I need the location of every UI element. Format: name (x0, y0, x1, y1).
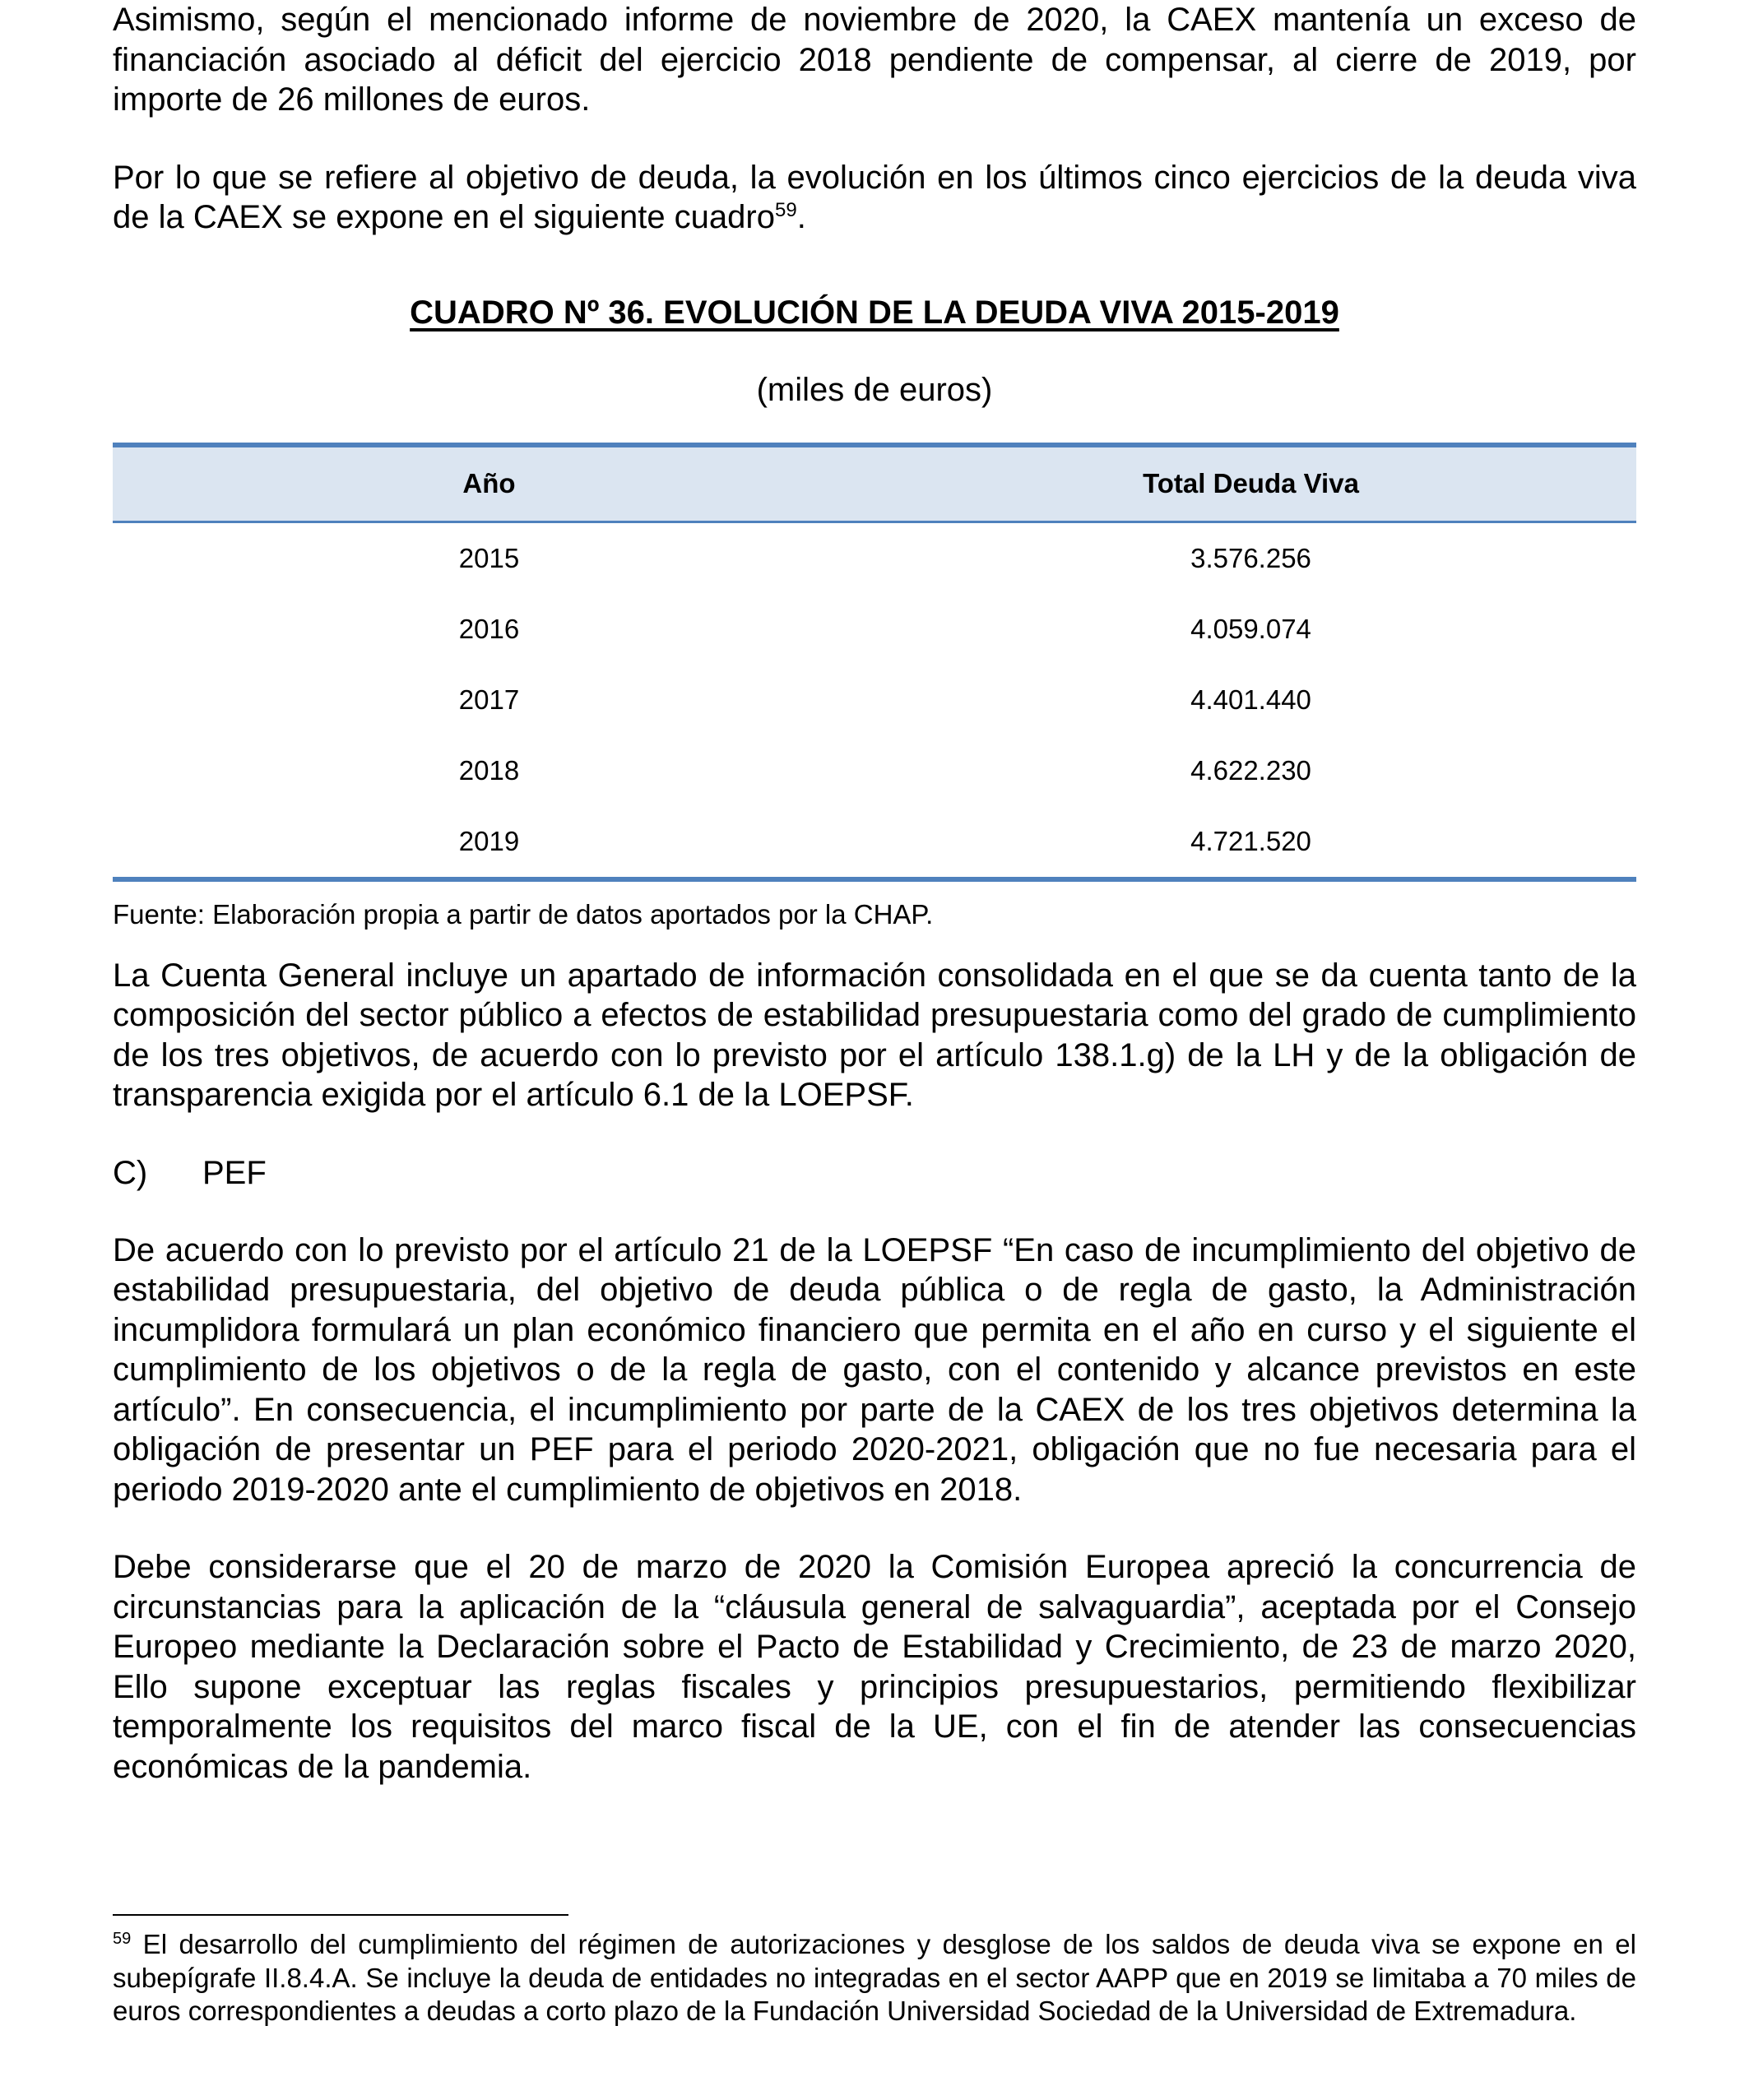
document-body (113, 0, 1636, 1787)
cell-year: 2016 (458, 613, 520, 644)
paragraph-debt-objective (113, 158, 1636, 238)
cell-total-debt: 4.059.074 (1190, 613, 1311, 644)
table-header-row (113, 445, 1636, 522)
cell-total-debt: 4.721.520 (865, 806, 1636, 879)
paragraph-loepsf-article-21: De acuerdo con lo previsto por el artículo 21 de la LOEPSF “En caso de incumplimiento del objetivo de estabilidad presupuestaria, del objetivo de deuda pública o de regla de gasto, la Administración incumplidora formulará un plan económico financiero que permita en el año en curso y el siguiente el cumplimiento de los objetivos o de la regla de gasto, con el contenido y alcance previstos en este artículo”. En consecuencia, el incumplimiento por parte de la CAEX de los tres objetivos determina la obligación de presentar un PEF para el periodo 2020-2021, obligación que no fue necesaria para el periodo 2019-2020 ante el cumplimiento de objetivos en 2018. (113, 1231, 1636, 1508)
table-row (113, 522, 1636, 594)
cell-year: 2018 (458, 754, 520, 786)
section-title: PEF (202, 1154, 267, 1191)
cell-year: 2019 (113, 806, 865, 879)
cell-total-debt: 3.576.256 (1190, 542, 1311, 573)
cell-total-debt: 4.622.230 (1190, 754, 1311, 786)
footnote-reference[interactable]: 59 (774, 199, 797, 221)
column-header-year: Año (113, 445, 865, 522)
table-source: Fuente: Elaboración propia a partir de datos aportados por la CHAP. (113, 898, 934, 929)
footnote-separator (113, 1914, 568, 1916)
table-title: CUADRO Nº 36. EVOLUCIÓN DE LA DEUDA VIVA 2015-2019 (410, 294, 1339, 331)
table-units: (miles de euros) (756, 371, 993, 408)
paragraph-debt-objective-text: Por lo que se refiere al objetivo de deuda, la evolución en los últimos cinco ejercicios de la deuda viva de la CAEX se expone en el siguiente cuadro (113, 159, 1636, 235)
paragraph-safeguard-clause: Debe considerarse que el 20 de marzo de 2020 la Comisión Europea apreció la concurrencia de circunstancias para la aplicación de la “cláusula general de salvaguardia”, aceptada por el Consejo Europeo mediante la Declaración sobre el Pacto de Estabilidad y Crecimiento, de 23 de marzo 2020, Ello supone exceptuar las reglas fiscales y principios presupuestarios, permitiendo flexibilizar temporalmente los requisitos del marco fiscal de la UE, con el fin de atender las consecuencias económicas de la pandemia. (113, 1549, 1636, 1785)
table-row (113, 594, 1636, 665)
cell-year: 2017 (458, 684, 520, 715)
table-row (113, 665, 1636, 735)
footnote-number: 59 (113, 1930, 132, 1948)
footnote (113, 1928, 1636, 2028)
table-row (113, 806, 1636, 879)
table-row (113, 735, 1636, 806)
footnote-text: El desarrollo del cumplimiento del régimen de autorizaciones y desglose de los saldos de deuda viva se expone en el subepígrafe II.8.4.A. Se incluye la deuda de entidades no integradas en el sector AAPP que en 2019 se limitaba a 70 miles de euros correspondientes a deudas a corto plazo de la Fundación Universidad Sociedad de la Universidad de Extremadura. (113, 1929, 1636, 2026)
paragraph-debt-objective-end: . (796, 199, 806, 235)
cell-year: 2015 (458, 542, 520, 573)
section-letter: C) (113, 1154, 148, 1191)
cell-total-debt: 4.401.440 (1190, 684, 1311, 715)
section-heading-pef (113, 1153, 1636, 1193)
paragraph-caex-financing: Asimismo, según el mencionado informe de noviembre de 2020, la CAEX mantenía un exceso de financiación asociado al déficit del ejercicio 2018 pendiente de compensar, al cierre de 2019, por importe de 26 millones de euros. (113, 2, 1636, 118)
paragraph-cuenta-general: La Cuenta General incluye un apartado de información consolidada en el que se da cuenta tanto de la composición del sector público a efectos de estabilidad presupuestaria como del grado de cumplimiento de los tres objetivos, de acuerdo con lo previsto por el artículo 138.1.g) de la LH y de la obligación de transparencia exigida por el artículo 6.1 de la LOEPSF. (113, 957, 1636, 1113)
column-header-total-debt: Total Deuda Viva (865, 445, 1636, 522)
debt-table (113, 443, 1636, 882)
